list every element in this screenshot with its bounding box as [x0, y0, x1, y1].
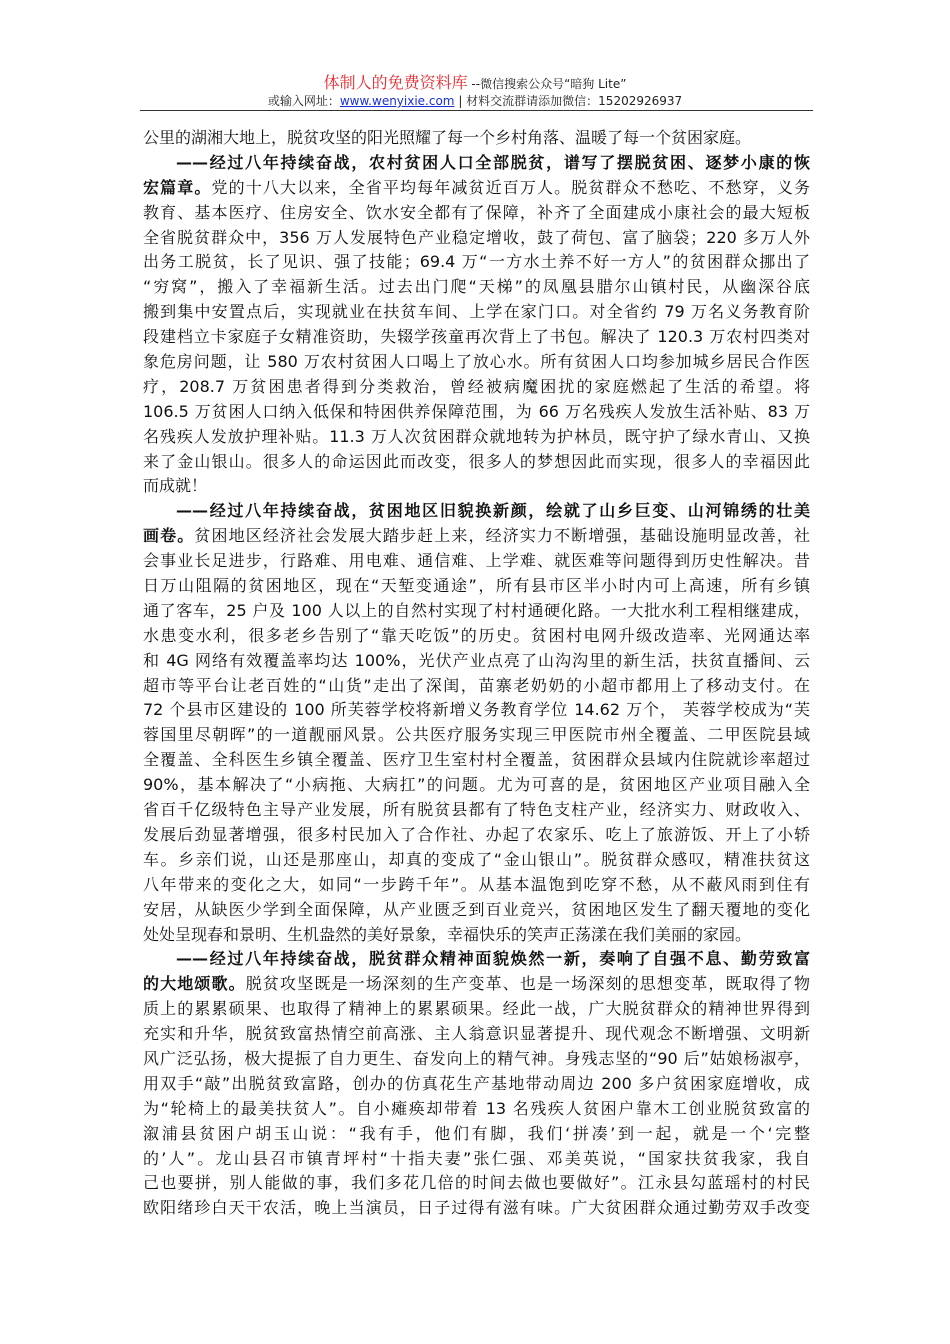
text-line [143, 823, 810, 848]
body-text: 为“轮椅上的最美扶贫人”。自小瘫痪却带着 13 名残疾人贫困户靠木工创业脱贫致富的 [143, 1098, 810, 1118]
text-line [143, 375, 810, 400]
text-line [143, 898, 810, 923]
body-text: 公里的湖湘大地上，脱贫攻坚的阳光照耀了每一个乡村角落、温暖了每一个贫困家庭。 [143, 128, 752, 147]
body-text: 溆浦县贫困户胡玉山说：“我有手，他们有脚，我们‘拼凑’到一起，就是一个‘完整 [143, 1123, 810, 1143]
bold-heading-text: ——经过八年持续奋战，贫困地区旧貌换新颜，绘就了山乡巨变、山河锦绣的壮美 [176, 501, 810, 521]
text-line [143, 499, 810, 524]
body-text: 通了客车，25 户及 100 人以上的自然村实现了村村通硬化路。一大批水利工程相继建成， [143, 600, 810, 620]
body-text: 日万山阻隔的贫困地区，现在“天堑变通途”，所有县市区半小时内可上高速，所有乡镇 [143, 576, 810, 596]
body-text: 全省脱贫群众中，356 万人发展特色产业稳定增收，鼓了荷包、富了脑袋；220 多万人外 [143, 227, 810, 247]
text-line [143, 649, 810, 674]
header-line-1 [0, 70, 950, 93]
body-text: 蓉国里尽朝晖”的一道靓丽风景。公共医疗服务实现三甲医院市州全覆盖、二甲医院县域 [143, 725, 810, 745]
bold-heading-text: 宏篇章。 [143, 177, 212, 197]
text-line [143, 226, 810, 251]
text-line [143, 947, 810, 972]
body-text: 和 4G 网络有效覆盖率均达 100%，光伏产业点亮了山沟沟里的新生活，扶贫直播间、云 [143, 650, 810, 670]
body-text: 72 个县市区建设的 100 所芙蓉学校将新增义务教育学位 14.62 万个， 芙蓉学校成为“芙 [143, 700, 810, 720]
body-text: 处处呈现春和景明、生机盎然的美好景象，幸福快乐的笑声正荡漾在我们美丽的家园。 [143, 924, 752, 944]
body-text: 用双手“敲”出脱贫致富路，创办的仿真花生产基地带动周边 200 多户贫困家庭增收，成 [143, 1073, 810, 1093]
body-text: 水患变水利，很多老乡告别了“靠天吃饭”的历史。贫困村电网升级改造率、光网通达率 [143, 625, 810, 645]
text-line [143, 1097, 810, 1122]
text-line [143, 250, 810, 275]
body-text: 欧阳绪珍白天干农活，晚上当演员，日子过得有滋有味。广大贫困群众通过勤劳双手改变 [143, 1198, 810, 1218]
text-line [143, 972, 810, 997]
text-line [143, 773, 810, 798]
text-line [143, 524, 810, 549]
bold-heading-text: 的大地颂歌。 [143, 974, 246, 994]
text-line [143, 275, 810, 300]
text-line [143, 126, 810, 151]
text-line [143, 748, 810, 773]
body-text: 安居，从缺医少学到全面保障，从产业匮乏到百业竞兴，贫困地区发生了翻天覆地的变化 [143, 899, 810, 919]
wechat-note: --微信搜索公众号“暗狗 Lite” [471, 77, 627, 91]
body-text: 八年带来的变化之大，如同“一步跨千年”。从基本温饱到吃穿不愁，从不蔽风雨到住有 [143, 874, 810, 894]
body-text: 己也要拼，别人能做的事，我们多花几倍的时间去做也要做好”。江永县勾蓝瑶村的村民 [143, 1173, 810, 1193]
text-line [143, 176, 810, 201]
body-text: 90%，基本解决了“小病拖、大病扛”的问题。尤为可喜的是，贫困地区产业项目融入全 [143, 775, 810, 795]
body-text: 会事业长足进步，行路难、用电难、通信难、上学难、就医难等问题得到历史性解决。昔 [143, 551, 810, 571]
bold-heading-text: ——经过八年持续奋战，脱贫群众精神面貌焕然一新，奏响了自强不息、勤劳致富 [176, 949, 810, 969]
body-text: 段建档立卡家庭子女精准资助，失辍学孩童再次背上了书包。解决了 120.3 万农村四类对 [143, 327, 810, 347]
body-text: 出务工脱贫，长了见识、强了技能；69.4 万“一方水土养不好一方人”的贫困群众挪出了 [143, 252, 810, 272]
text-line [143, 549, 810, 574]
text-line [143, 201, 810, 226]
text-line [143, 574, 810, 599]
text-line [143, 873, 810, 898]
site-link[interactable]: www.wenyixie.com [339, 94, 455, 108]
text-line [143, 723, 810, 748]
body-text: “穷窝”，搬入了幸福新生活。过去出门爬“天梯”的凤凰县腊尔山镇村民，从幽深谷底 [143, 277, 810, 297]
body-text: 搬到集中安置点后，实现就业在扶贫车间、上学在家门口。对全省约 79 万名义务教育阶 [143, 302, 810, 322]
text-line [143, 798, 810, 823]
text-line [143, 1147, 810, 1172]
text-line [143, 474, 810, 499]
text-line [143, 425, 810, 450]
text-line [143, 300, 810, 325]
text-line [143, 1171, 810, 1196]
body-text: 教育、基本医疗、住房安全、饮水安全都有了保障，补齐了全面建成小康社会的最大短板 [143, 202, 810, 222]
text-line [143, 1072, 810, 1097]
body-text: 贫困地区经济社会发展大踏步赶上来，经济实力不断增强，基础设施明显改善，社 [194, 526, 810, 546]
body-text: 党的十八大以来，全省平均每年减贫近百万人。脱贫群众不愁吃、不愁穿，义务 [211, 177, 810, 197]
body-text: 质上的累累硕果、也取得了精神上的累累硕果。经此一战，广大脱贫群众的精神世界得到 [143, 999, 810, 1019]
text-line [143, 997, 810, 1022]
body-text: 的’人”。龙山县召市镇青坪村“十指夫妻”张仁强、邓美英说，“国家扶贫我家，我自 [143, 1148, 810, 1168]
text-line [143, 674, 810, 699]
text-line [143, 599, 810, 624]
body-text: 省百千亿级特色主导产业发展，所有脱贫县都有了特色支柱产业，经济实力、财政收入、 [143, 800, 810, 820]
text-line [143, 151, 810, 176]
body-text: 106.5 万贫困人口纳入低保和特困供养保障范围，为 66 万名残疾人发放生活补贴、83 万 [143, 401, 810, 421]
text-line [143, 450, 810, 475]
body-text: 超市等平台让老百姓的“山货”走出了深闺，苗寨老奶奶的小超市都用上了移动支付。在 [143, 675, 810, 695]
body-text: 疗，208.7 万贫困患者得到分类救治，曾经被病魔困扰的家庭燃起了生活的希望。将 [143, 376, 810, 396]
body-text: 风广泛弘扬，极大提振了自力更生、奋发向上的精气神。身残志坚的“90 后”姑娘杨淑亭， [143, 1048, 810, 1068]
text-line [143, 325, 810, 350]
header-line-2 [0, 92, 950, 109]
header-divider [140, 110, 813, 111]
body-text: 车。乡亲们说，山还是那座山，却真的变成了“金山银山”。脱贫群众感叹，精准扶贫这 [143, 849, 810, 869]
body-text: 而成就！ [143, 476, 208, 496]
body-text: 象危房问题，让 580 万农村贫困人口喝上了放心水。所有贫困人口均参加城乡居民合作医 [143, 352, 810, 372]
body-text: 来了金山银山。很多人的命运因此而改变，很多人的梦想因此而实现，很多人的幸福因此 [143, 451, 810, 471]
text-line [143, 1196, 810, 1221]
url-prefix: 或输入网址： [267, 94, 340, 108]
text-line [143, 1022, 810, 1047]
text-line [143, 848, 810, 873]
body-text: 脱贫攻坚既是一场深刻的生产变革、也是一场深刻的思想变革，既取得了物 [245, 974, 810, 994]
body-text: 发展后劲显著增强，很多村民加入了合作社、办起了农家乐、吃上了旅游饭、开上了小轿 [143, 824, 810, 844]
bold-heading-text: 画卷。 [143, 526, 195, 546]
text-line [143, 400, 810, 425]
body-text: 充实和升华，脱贫致富热情空前高涨、主人翁意识显著提升、现代观念不断增强、文明新 [143, 1024, 810, 1044]
text-line [143, 923, 810, 948]
text-line [143, 350, 810, 375]
body-text: 全覆盖、全科医生乡镇全覆盖、医疗卫生室村村全覆盖，贫困群众县域内住院就诊率超过 [143, 750, 810, 770]
body-text: 名残疾人发放护理补贴。11.3 万人次贫困群众就地转为护林员，既守护了绿水青山、又换 [143, 426, 810, 446]
text-line [143, 1122, 810, 1147]
text-line [143, 698, 810, 723]
document-body [143, 126, 810, 1221]
contact-info: | 材料交流群请添加微信：15202926937 [454, 94, 683, 108]
bold-heading-text: ——经过八年持续奋战，农村贫困人口全部脱贫，谱写了摆脱贫困、逐梦小康的恢 [176, 152, 810, 172]
text-line [143, 1047, 810, 1072]
text-line [143, 624, 810, 649]
site-name: 体制人的免费资料库 [323, 73, 468, 92]
